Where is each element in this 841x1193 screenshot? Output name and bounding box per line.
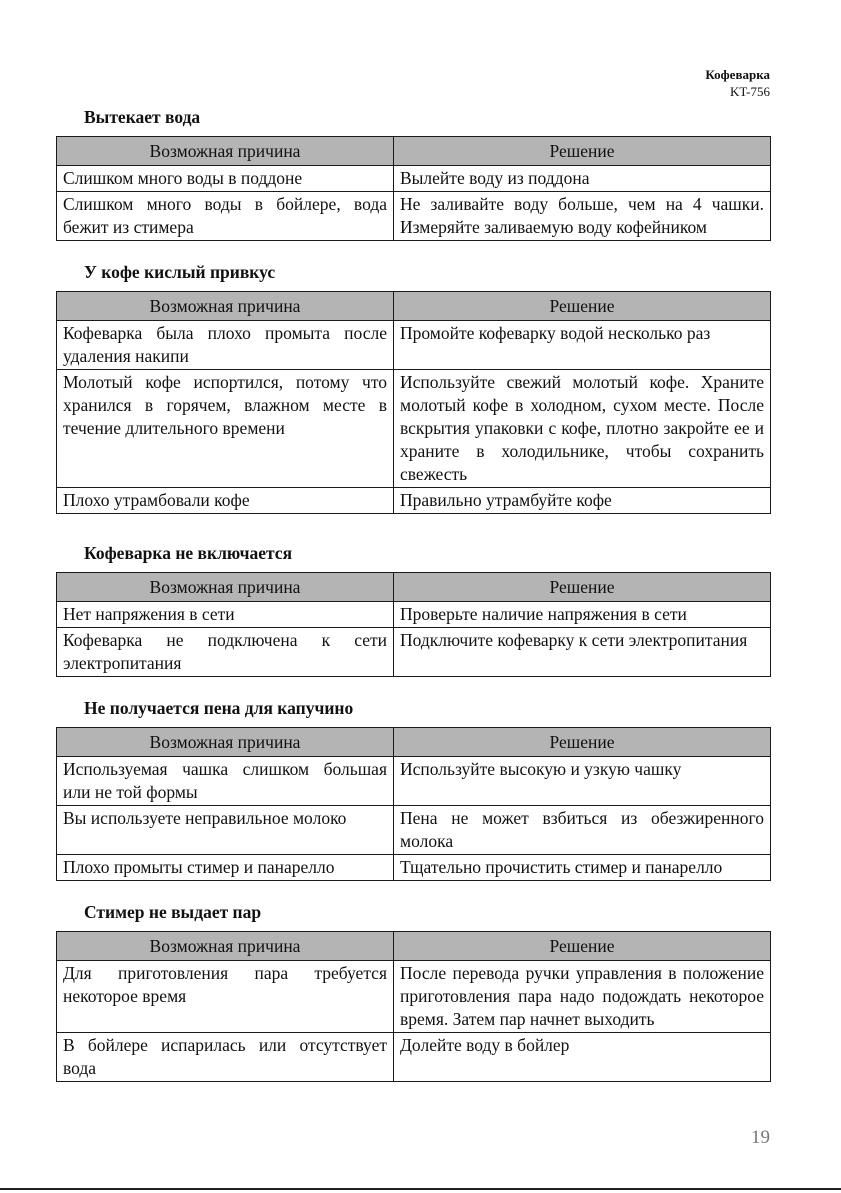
section-title: Кофеварка не включается <box>84 543 293 563</box>
solution-cell: Долейте воду в бойлер <box>394 1033 771 1082</box>
cause-cell: Плохо промыты стимер и панарелло <box>57 855 394 881</box>
table-row <box>57 757 771 806</box>
column-header-solution: Решение <box>394 292 771 321</box>
solution-cell: Подключите кофеварку к сети электропитания <box>394 628 771 677</box>
column-header-cause: Возможная причина <box>57 137 394 166</box>
table-row <box>57 488 771 514</box>
table-header-row <box>57 728 771 757</box>
table-header-row <box>57 573 771 602</box>
cause-cell: Кофеварка была плохо промыта после удаления накипи <box>57 321 394 370</box>
column-header-solution: Решение <box>394 573 771 602</box>
table-row <box>57 166 771 192</box>
table-header-row <box>57 137 771 166</box>
cause-cell: Для приготовления пара требуется некоторое время <box>57 961 394 1033</box>
troubleshooting-table <box>56 136 771 241</box>
solution-cell: Пена не может взбиться из обезжиренного молока <box>394 806 771 855</box>
table-row <box>57 855 771 881</box>
solution-cell: Правильно утрамбуйте кофе <box>394 488 771 514</box>
column-header-cause: Возможная причина <box>57 728 394 757</box>
cause-cell: Молотый кофе испортился, потому что хранился в горячем, влажном месте в течение длительного времени <box>57 370 394 488</box>
section-title: Вытекает вода <box>84 107 201 127</box>
table-row <box>57 961 771 1033</box>
troubleshooting-table <box>56 572 771 677</box>
column-header-cause: Возможная причина <box>57 932 394 961</box>
table-row <box>57 806 771 855</box>
section-title: Стимер не выдает пар <box>84 902 262 922</box>
table-row <box>57 192 771 241</box>
solution-cell: Промойте кофеварку водой несколько раз <box>394 321 771 370</box>
page-header <box>705 66 770 100</box>
column-header-solution: Решение <box>394 728 771 757</box>
brand-label: Кофеварка <box>705 67 770 82</box>
solution-cell: Не заливайте воду больше, чем на 4 чашки. Измеряйте заливаемую воду кофейником <box>394 192 771 241</box>
bottom-rule <box>0 1188 841 1190</box>
cause-cell: Нет напряжения в сети <box>57 602 394 628</box>
cause-cell: Слишком много воды в поддоне <box>57 166 394 192</box>
cause-cell: В бойлере испарилась или отсутствует вода <box>57 1033 394 1082</box>
cause-cell: Используемая чашка слишком большая или не той формы <box>57 757 394 806</box>
table-row <box>57 628 771 677</box>
cause-cell: Вы используете неправильное молоко <box>57 806 394 855</box>
troubleshooting-table <box>56 291 771 514</box>
cause-cell: Плохо утрамбовали кофе <box>57 488 394 514</box>
column-header-cause: Возможная причина <box>57 573 394 602</box>
solution-cell: Тщательно прочистить стимер и панарелло <box>394 855 771 881</box>
solution-cell: Используйте высокую и узкую чашку <box>394 757 771 806</box>
section-title: Не получается пена для капучино <box>84 698 354 718</box>
column-header-cause: Возможная причина <box>57 292 394 321</box>
column-header-solution: Решение <box>394 137 771 166</box>
troubleshooting-table <box>56 931 771 1082</box>
table-row <box>57 321 771 370</box>
column-header-solution: Решение <box>394 932 771 961</box>
cause-cell: Кофеварка не подключена к сети электропитания <box>57 628 394 677</box>
solution-cell: Вылейте воду из поддона <box>394 166 771 192</box>
cause-cell: Слишком много воды в бойлере, вода бежит из стимера <box>57 192 394 241</box>
model-label: KT-756 <box>730 84 770 99</box>
page-number: 19 <box>751 1127 770 1148</box>
solution-cell: После перевода ручки управления в положение приготовления пара надо подождать некоторое время. Затем пар начнет выходить <box>394 961 771 1033</box>
troubleshooting-content <box>56 104 770 1082</box>
troubleshooting-table <box>56 727 771 881</box>
table-header-row <box>57 292 771 321</box>
solution-cell: Используйте свежий молотый кофе. Храните молотый кофе в холодном, сухом месте. После вскрытия упаковки с кофе, плотно закройте ее и храните в холодильнике, чтобы сохранить свежесть <box>394 370 771 488</box>
table-row <box>57 370 771 488</box>
solution-cell: Проверьте наличие напряжения в сети <box>394 602 771 628</box>
table-header-row <box>57 932 771 961</box>
table-row <box>57 1033 771 1082</box>
section-title: У кофе кислый привкус <box>84 262 276 282</box>
table-row <box>57 602 771 628</box>
